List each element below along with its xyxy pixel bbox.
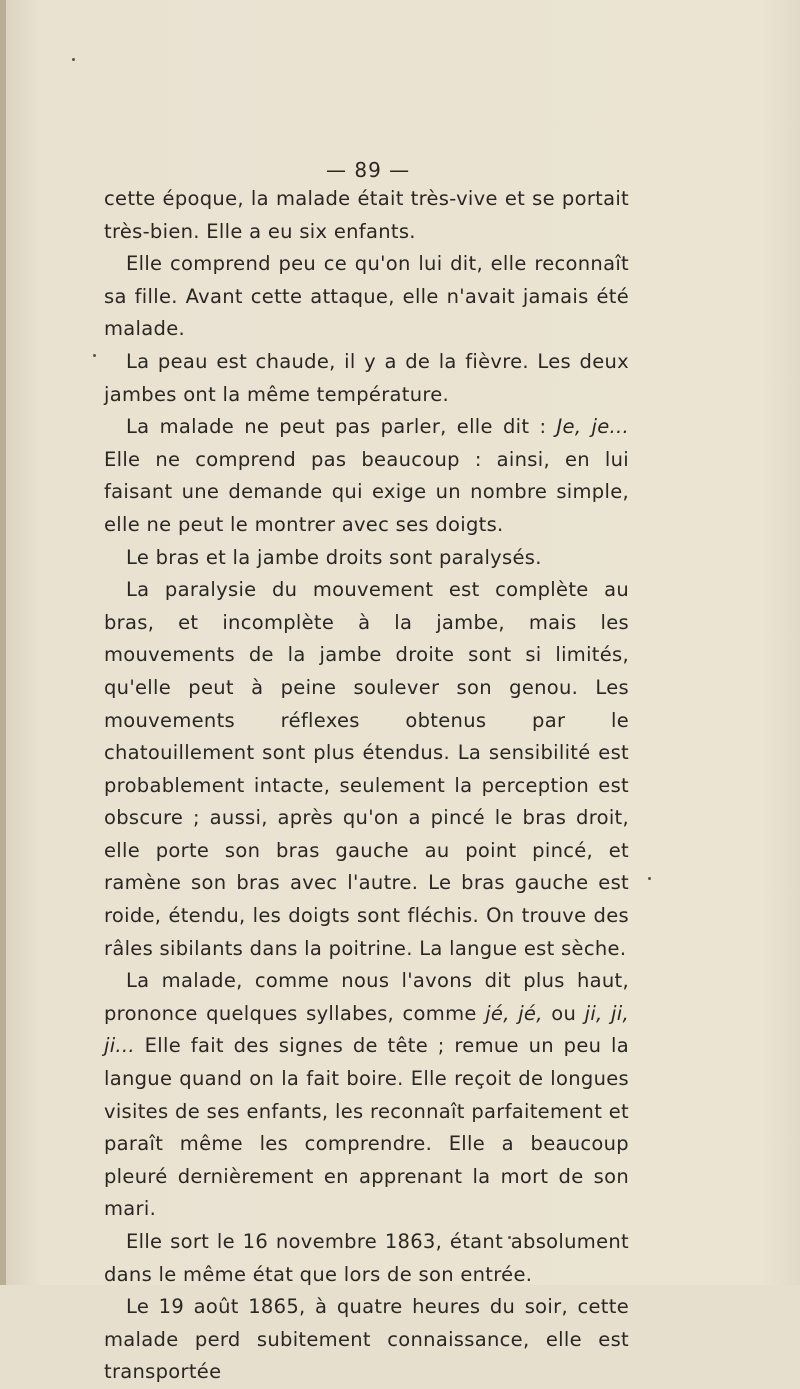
paragraph bbox=[104, 346, 629, 411]
paragraph bbox=[104, 574, 629, 965]
paragraph bbox=[104, 1226, 629, 1291]
paragraph-text: La malade, comme nous l'avons dit plus haut, prononce quelques syllabes, comme bbox=[104, 969, 629, 1025]
paragraph-text: Elle fait des signes de tête ; remue un peu la langue quand on la fait boire. Elle reçoit de longues visites de ses enfants, les reconnaît parfaitement et paraît même les comprendre. Elle a beaucoup pleuré dernièrement en apprenant la mort de son mari. bbox=[104, 1034, 629, 1221]
paragraph-text: cette époque, la malade était très-vive et se portait très-bien. Elle a eu six enfants. bbox=[104, 187, 629, 243]
paragraph-text: ou bbox=[542, 1001, 585, 1025]
paragraph-text: La peau est chaude, il y a de la fièvre. Les deux jambes ont la même température. bbox=[104, 349, 629, 406]
paper-speck bbox=[93, 354, 96, 357]
paper-speck bbox=[648, 877, 651, 880]
paragraph bbox=[104, 965, 629, 1226]
page-number: — 89 — bbox=[326, 158, 411, 182]
paragraph-text: Elle ne comprend pas beaucoup : ainsi, en lui faisant une demande qui exige un nombre simple, elle ne peut le montrer avec ses doigts. bbox=[104, 447, 629, 536]
paragraph bbox=[104, 1291, 629, 1389]
paragraph-text: Elle comprend peu ce qu'on lui dit, elle reconnaît sa fille. Avant cette attaque, elle n'avait jamais été malade. bbox=[104, 252, 629, 341]
italic-text: jé, jé, bbox=[485, 1001, 543, 1025]
italic-text: Je, je... bbox=[556, 415, 630, 439]
paragraph-text: La paralysie du mouvement est complète au bras, et incomplète à la jambe, mais les mouvements de la jambe droite sont si limités, qu'elle peut à peine soulever son genou. Les mouvements réflexes obtenus par le chatouillement sont plus étendus. La sensibilité est probablement intacte, seulement la perception est obscure ; aussi, après qu'on a pincé le bras droit, elle porte son bras gauche au point pincé, et ramène son bras avec l'autre. Le bras gauche est roide, étendu, les doigts sont fléchis. On trouve des râles sibilants dans la poitrine. La langue est sèche. bbox=[104, 578, 629, 960]
paragraph-text: Le 19 août 1865, à quatre heures du soir, cette malade perd subitement connaissance, elle est transportée bbox=[104, 1295, 629, 1384]
paragraph bbox=[104, 542, 629, 575]
paper-speck bbox=[72, 58, 75, 61]
paragraph bbox=[104, 248, 629, 346]
paragraph bbox=[104, 183, 629, 248]
italic-text: ji, ji, ji... bbox=[104, 1001, 629, 1058]
paragraph bbox=[104, 411, 629, 541]
page-spine-edge bbox=[0, 0, 6, 1285]
paragraph-text: Le bras et la jambe droits sont paralysés. bbox=[126, 545, 542, 569]
paragraph-text: Elle sort le 16 novembre 1863, étant absolument dans le même état que lors de son entrée. bbox=[104, 1230, 629, 1286]
body-text bbox=[104, 183, 629, 1389]
paragraph-text: La malade ne peut pas parler, elle dit : bbox=[126, 415, 557, 439]
